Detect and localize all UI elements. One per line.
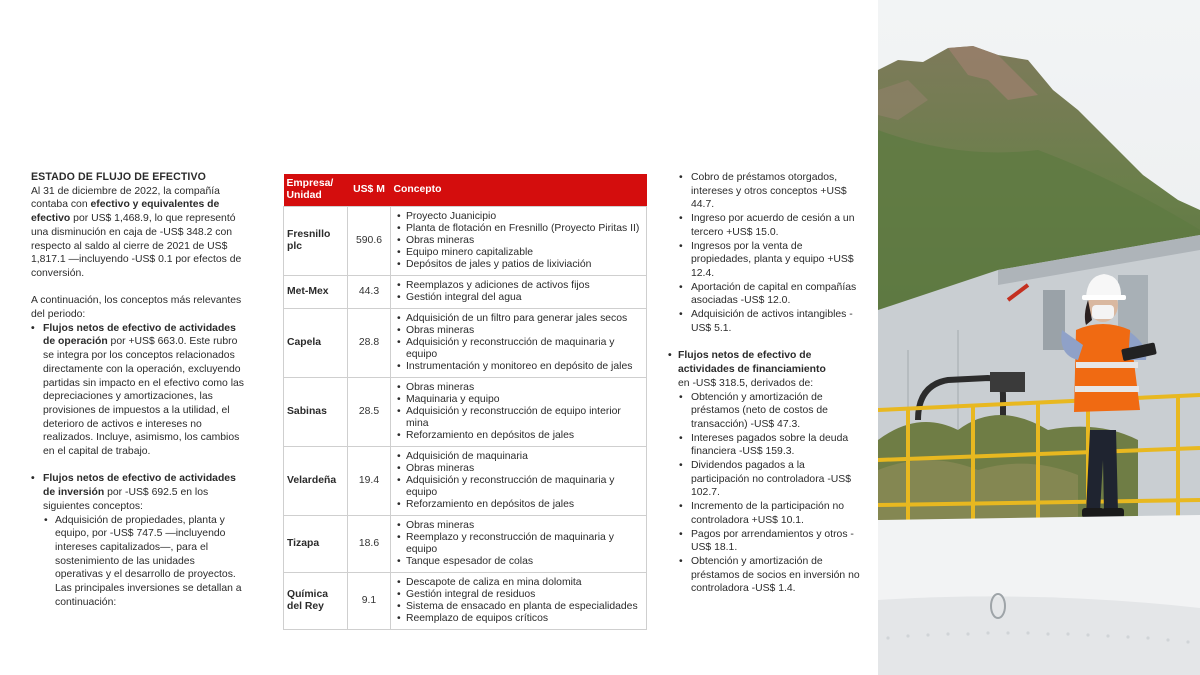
empresa-cell: Tizapa bbox=[284, 516, 348, 573]
concepto-item: • Sistema de ensacado en planta de especialidades bbox=[397, 601, 642, 613]
concepto-item: • Descapote de caliza en mina dolomita bbox=[397, 577, 642, 589]
financing-list-item: • Obtención y amortización de préstamos (neto de costos de transacción) -US$ 47.3. bbox=[668, 391, 863, 432]
investing-list-item: • Cobro de préstamos otorgados, intereses y otros conceptos +US$ 44.7. bbox=[668, 171, 863, 212]
table-row bbox=[284, 309, 647, 378]
right-column bbox=[668, 171, 863, 596]
header-concepto: Concepto bbox=[391, 174, 647, 207]
investing-flows-item: • Flujos netos de efectivo de actividades de inversión por -US$ 692.5 en los siguientes conceptos: • Adquisición de propiedades, planta y equipo, por -US$ 747.5 —incluyendo intereses capitalizados—, para el sostenimiento de las unidades operativas y el desarrollo de proyectos. Las principales inversiones se detallan a continuación: bbox=[31, 472, 245, 609]
valor-cell: 590.6 bbox=[348, 207, 391, 276]
header-empresa: Empresa/ Unidad bbox=[284, 174, 348, 207]
concepto-item: • Reforzamiento en depósitos de jales bbox=[397, 430, 642, 442]
table-row bbox=[284, 573, 647, 630]
cashflow-list bbox=[31, 322, 245, 610]
concepto-item: • Adquisición y reconstrucción de maquinaria y equipo bbox=[397, 475, 642, 499]
valor-cell: 9.1 bbox=[348, 573, 391, 630]
valor-cell: 19.4 bbox=[348, 447, 391, 516]
empresa-cell: Fresnillo plc bbox=[284, 207, 348, 276]
investing-list-item: • Ingreso por acuerdo de cesión a un tercero +US$ 15.0. bbox=[668, 212, 863, 239]
concepto-item: • Obras mineras bbox=[397, 520, 642, 532]
empresa-cell: Química del Rey bbox=[284, 573, 348, 630]
concepto-item: • Obras mineras bbox=[397, 235, 642, 247]
financing-list-item: • Incremento de la participación no controladora +US$ 10.1. bbox=[668, 500, 863, 527]
table-row bbox=[284, 207, 647, 276]
intro-paragraph: Al 31 de diciembre de 2022, la compañía contaba con efectivo y equivalentes de efectivo por US$ 1,468.9, lo que representó una disminución en caja de -US$ 348.2 con respecto al saldo al cierre de 2021 de US$ 1,817.1 —incluyendo -US$ 0.1 por efectos de conversión. bbox=[31, 185, 242, 279]
valor-cell: 18.6 bbox=[348, 516, 391, 573]
concepto-cell bbox=[391, 573, 647, 630]
investment-table bbox=[283, 174, 647, 630]
concepto-cell bbox=[391, 378, 647, 447]
valor-cell: 28.5 bbox=[348, 378, 391, 447]
investing-sublist bbox=[43, 514, 245, 610]
financing-list-item: • Pagos por arrendamientos y otros -US$ 18.1. bbox=[668, 528, 863, 555]
empresa-cell: Sabinas bbox=[284, 378, 348, 447]
concepto-item: • Equipo minero capitalizable bbox=[397, 247, 642, 259]
investing-list-item: • Adquisición de activos intangibles -US$ 5.1. bbox=[668, 308, 863, 335]
financing-heading: • Flujos netos de efectivo de actividades de financiamiento bbox=[668, 349, 863, 376]
concepto-item: • Reforzamiento en depósitos de jales bbox=[397, 499, 642, 511]
concepto-item: • Tanque espesador de colas bbox=[397, 556, 642, 568]
operating-flows-item: • Flujos netos de efectivo de actividades de operación por +US$ 663.0. Este rubro se integra por los conceptos relacionados directamente con la operación, excluyendo partidas sin impacto en el efectivo como las depreciaciones y amortizaciones, las provisiones de impuestos a la utilidad, el deterioro de activos e intereses no realizados. Incluye, asimismo, los cambios en el capital de trabajo. bbox=[31, 322, 245, 459]
concepto-item: • Gestión integral del agua bbox=[397, 292, 642, 304]
table-header-row bbox=[284, 174, 647, 207]
concepto-item: • Reemplazo de equipos críticos bbox=[397, 613, 642, 625]
concepto-item: • Reemplazo y reconstrucción de maquinaria y equipo bbox=[397, 532, 642, 556]
concepto-cell bbox=[391, 276, 647, 309]
financing-intro: en -US$ 318.5, derivados de: bbox=[678, 377, 814, 389]
concepto-item: • Reemplazos y adiciones de activos fijos bbox=[397, 280, 642, 292]
concepto-item: • Adquisición de maquinaria bbox=[397, 451, 642, 463]
financing-list-item: • Intereses pagados sobre la deuda financiera -US$ 159.3. bbox=[668, 432, 863, 459]
concepto-item: • Adquisición y reconstrucción de equipo interior mina bbox=[397, 406, 642, 430]
concepto-item: • Gestión integral de residuos bbox=[397, 589, 642, 601]
financing-items-list bbox=[668, 391, 863, 597]
empresa-cell: Velardeña bbox=[284, 447, 348, 516]
investing-items-list bbox=[668, 171, 863, 335]
financing-list-item: • Obtención y amortización de préstamos de socios en inversión no controladora -US$ 1.4. bbox=[668, 555, 863, 596]
concepto-item: • Depósitos de jales y patios de lixiviación bbox=[397, 259, 642, 271]
capex-item: • Adquisición de propiedades, planta y equipo, por -US$ 747.5 —incluyendo intereses capitalizados—, para el sostenimiento de las unidades operativas y el desarrollo de proyectos. Las principales inversiones se detallan a continuación: bbox=[43, 514, 245, 610]
valor-cell: 44.3 bbox=[348, 276, 391, 309]
section-heading: ESTADO DE FLUJO DE EFECTIVO bbox=[31, 171, 206, 183]
concepto-item: • Proyecto Juanicipio bbox=[397, 211, 642, 223]
investing-list-item: • Aportación de capital en compañías asociadas -US$ 12.0. bbox=[668, 281, 863, 308]
concepto-item: • Planta de flotación en Fresnillo (Proyecto Piritas II) bbox=[397, 223, 642, 235]
concepto-item: • Maquinaria y equipo bbox=[397, 394, 642, 406]
table-row bbox=[284, 447, 647, 516]
concepto-item: • Obras mineras bbox=[397, 463, 642, 475]
concepto-cell bbox=[391, 309, 647, 378]
concepto-item: • Obras mineras bbox=[397, 382, 642, 394]
concepts-intro: A continuación, los conceptos más relevantes del periodo: bbox=[31, 295, 242, 321]
table-row bbox=[284, 516, 647, 573]
empresa-cell: Capela bbox=[284, 309, 348, 378]
concepto-item: • Instrumentación y monitoreo en depósito de jales bbox=[397, 361, 642, 373]
empresa-cell: Met-Mex bbox=[284, 276, 348, 309]
photo-illustration bbox=[878, 0, 1200, 675]
table-row bbox=[284, 378, 647, 447]
investing-list-item: • Ingresos por la venta de propiedades, planta y equipo +US$ 12.4. bbox=[668, 240, 863, 281]
concepto-cell bbox=[391, 207, 647, 276]
financing-list-item: • Dividendos pagados a la participación no controladora -US$ 102.7. bbox=[668, 459, 863, 500]
valor-cell: 28.8 bbox=[348, 309, 391, 378]
concepto-item: • Adquisición y reconstrucción de maquinaria y equipo bbox=[397, 337, 642, 361]
concepto-cell bbox=[391, 516, 647, 573]
photo-worker-industrial-site bbox=[878, 0, 1200, 675]
concepto-item: • Adquisición de un filtro para generar jales secos bbox=[397, 313, 642, 325]
table-row bbox=[284, 276, 647, 309]
left-column bbox=[31, 171, 245, 609]
concepto-item: • Obras mineras bbox=[397, 325, 642, 337]
concepto-cell bbox=[391, 447, 647, 516]
header-usd: US$ M bbox=[348, 174, 391, 207]
